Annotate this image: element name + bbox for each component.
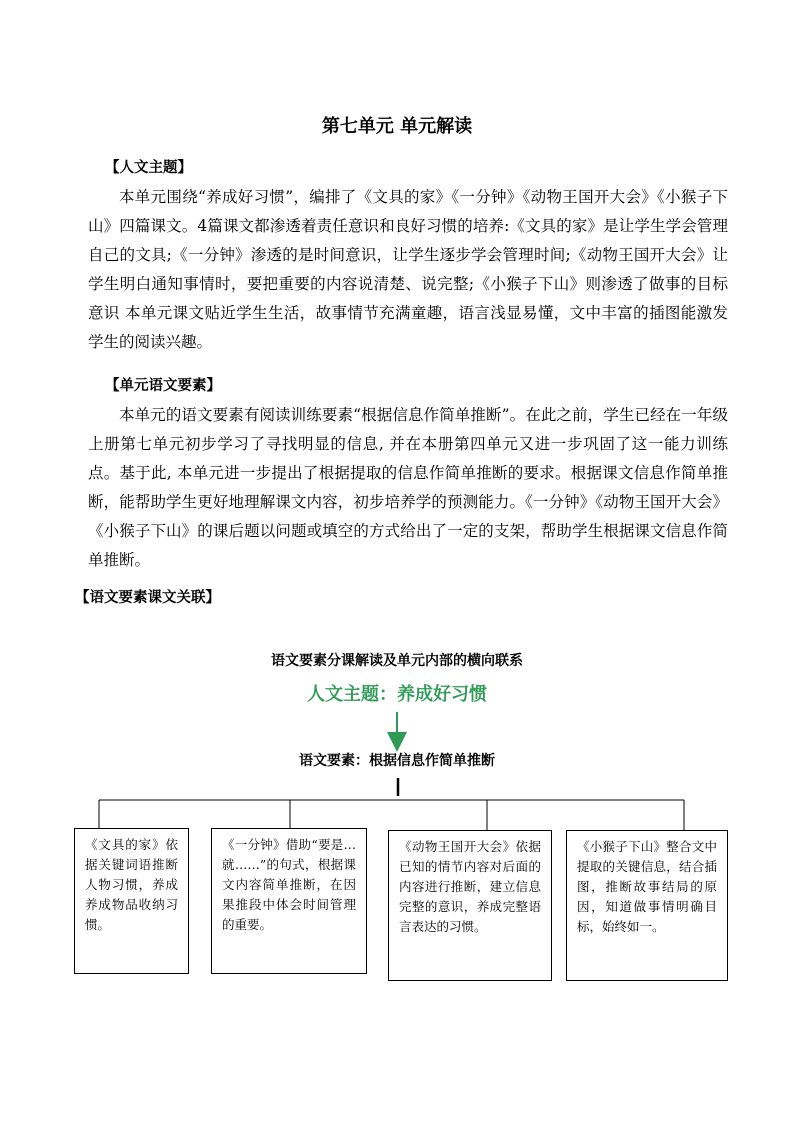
section-humanities xyxy=(88,154,728,357)
diagram-language-element: 语文要素：根据信息作简单推断 xyxy=(299,753,495,769)
section-heading-language: 【单元语文要素】 xyxy=(105,378,221,394)
lesson-box-animal-kingdom-meeting: 《动物王国开大会》依据已知的情节内容对后面的内容进行推断，建立信息完整的意识，养成完整语言表达的习惯。 xyxy=(388,830,552,981)
lesson-box-one-minute: 《一分钟》借助“要是…就……”的句式，根据课文内容简单推断，在因果推段中体会时间管理的重要。 xyxy=(211,828,367,974)
section-language-elements xyxy=(88,372,728,575)
section-heading-link: 【语文要素课文关联】 xyxy=(75,590,220,606)
page-title: 第七单元 单元解读 xyxy=(321,116,473,137)
lesson-box-little-monkey: 《小猴子下山》整合文中提取的关键信息，结合插图，推断故事结局的原因，知道做事情明确目标，始终如一。 xyxy=(566,830,728,981)
diagram-theme: 人文主题：养成好习惯 xyxy=(307,684,487,705)
section-heading-humanities: 【人文主题】 xyxy=(105,160,192,176)
paragraph-humanities: 本单元围绕“养成好习惯”，编排了《文具的家》《一分钟》《动物王国开大会》《小猴子下山》四篇课文。4篇课文都渗透着责任意识和良好习惯的培养:《文具的家》是让学生学会管理自己的文具;《一分钟》渗透的是时间意识，让学生逐步学会管理时间;《动物王国开大会》让学生明白通知事情时，要把重要的内容说清楚、说完整;《小猴子下山》则渗透了做事的目标意识 本单元课文贴近学生生活，故事情节充满童趣，语言浅显易懂，文中丰富的插图能激发学生的阅读兴趣。 xyxy=(88,188,728,351)
lesson-box-stationery-home: 《文具的家》依据关键词语推断人物习惯，养成养成物品收纳习惯。 xyxy=(74,828,189,974)
diagram-title: 语文要素分课解读及单元内部的横向联系 xyxy=(271,653,523,669)
paragraph-language: 本单元的语文要素有阅读训练要素“根据信息作简单推断”。在此之前，学生已经在一年级上册第七单元初步学习了寻找明显的信息, 并在本册第四单元又进一步巩固了这一能力训练点。基于此, 本单元进一步提出了根据提取的信息作简单推断的要求。根据课文信息作简单推断，能帮助学生更好地理解课文内容，初步培养学的预测能力。《一分钟》《动物王国开大会》《小猴子下山》的课后题以问题或填空的方式给出了一定的支架，帮助学生根据课文信息作简单推断。 xyxy=(88,406,728,569)
